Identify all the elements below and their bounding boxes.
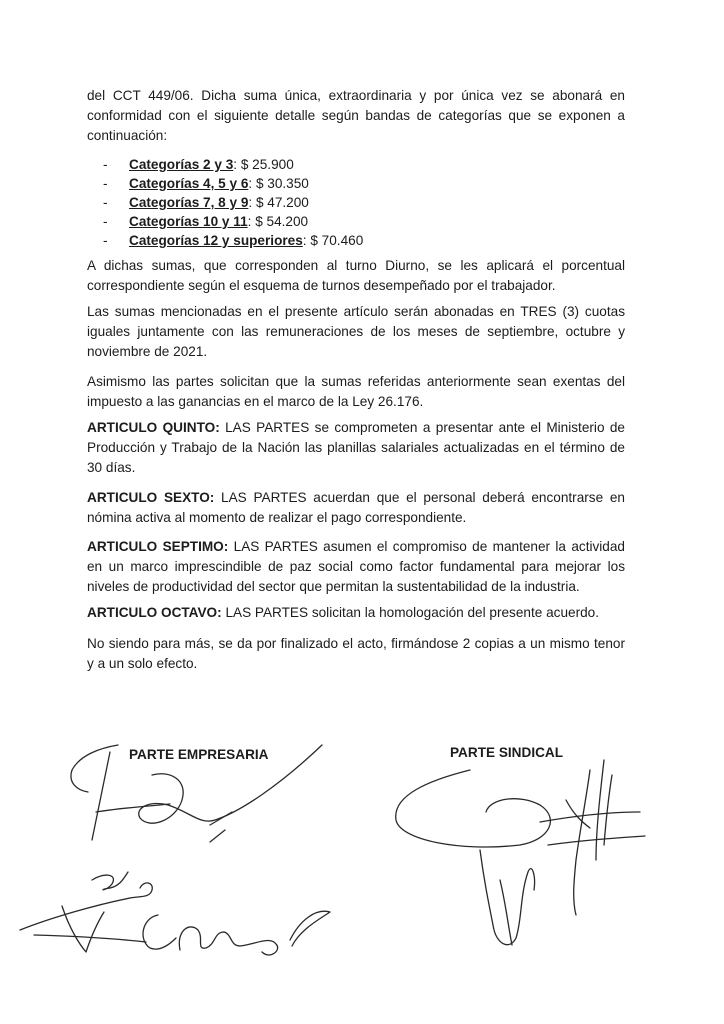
category-label: Categorías 12 y superiores	[129, 233, 303, 248]
category-label: Categorías 7, 8 y 9	[129, 195, 249, 210]
bullet-dash: -	[103, 233, 108, 248]
intro-text: del CCT 449/06. Dicha suma única, extraordinaria y por única vez se abonará en conformidad con el siguiente detalle según bandas de categorías que se exponen a continuación:	[87, 88, 625, 143]
exentas-text: Asimismo las partes solicitan que la sumas referidas anteriormente sean exentas del impuesto a las ganancias en el marco de la Ley 26.176.	[87, 374, 625, 409]
category-amount: : $ 54.200	[247, 214, 309, 229]
article-heading: ARTICULO SEXTO:	[87, 490, 215, 505]
bullet-dash: -	[103, 176, 108, 191]
category-amount: : $ 70.460	[302, 233, 364, 248]
category-amount: : $ 47.200	[248, 195, 309, 210]
article-text: LAS PARTES acuerdan que el personal deberá encontrarse en nómina activa al momento de realizar el pago correspondiente.	[87, 490, 625, 525]
article-text: LAS PARTES solicitan la homologación del presente acuerdo.	[221, 605, 599, 620]
bullet-dash: -	[103, 195, 108, 210]
category-amount: : $ 30.350	[248, 176, 309, 191]
article-text: LAS PARTES se comprometen a presentar ante el Ministerio de Producción y Trabajo de la Nación las planillas salariales actualizadas en el término de 30 días.	[87, 420, 625, 475]
article-text: LAS PARTES asumen el compromiso de mantener la actividad en un marco imprescindible de paz social como factor fundamental para mejorar los niveles de productividad del sector que permitan la sustentabilidad de la industria.	[87, 539, 625, 594]
bullet-dash: -	[103, 214, 108, 229]
bullet-dash: -	[103, 157, 108, 172]
category-label: Categorías 4, 5 y 6	[129, 176, 249, 191]
closing-text: No siendo para más, se da por finalizado el acto, firmándose 2 copias a un mismo tenor y a un solo efecto.	[87, 636, 625, 671]
article-heading: ARTICULO OCTAVO:	[87, 605, 222, 620]
signature-heading-empresaria: PARTE EMPRESARIA	[129, 747, 269, 762]
cuotas-text: Las sumas mencionadas en el presente artículo serán abonadas en TRES (3) cuotas iguales juntamente con las remuneraciones de los meses de septiembre, octubre y noviembre de 2021.	[87, 304, 625, 359]
turno-text: A dichas sumas, que corresponden al turno Diurno, se les aplicará el porcentual correspondiente según el esquema de turnos desempeñado por el trabajador.	[87, 258, 625, 293]
category-label: Categorías 10 y 11	[129, 214, 248, 229]
category-label: Categorías 2 y 3	[129, 157, 234, 172]
article-heading: ARTICULO SEPTIMO:	[87, 539, 229, 554]
category-amount: : $ 25.900	[233, 157, 294, 172]
signature-heading-sindical: PARTE SINDICAL	[450, 745, 564, 760]
article-heading: ARTICULO QUINTO:	[87, 420, 220, 435]
